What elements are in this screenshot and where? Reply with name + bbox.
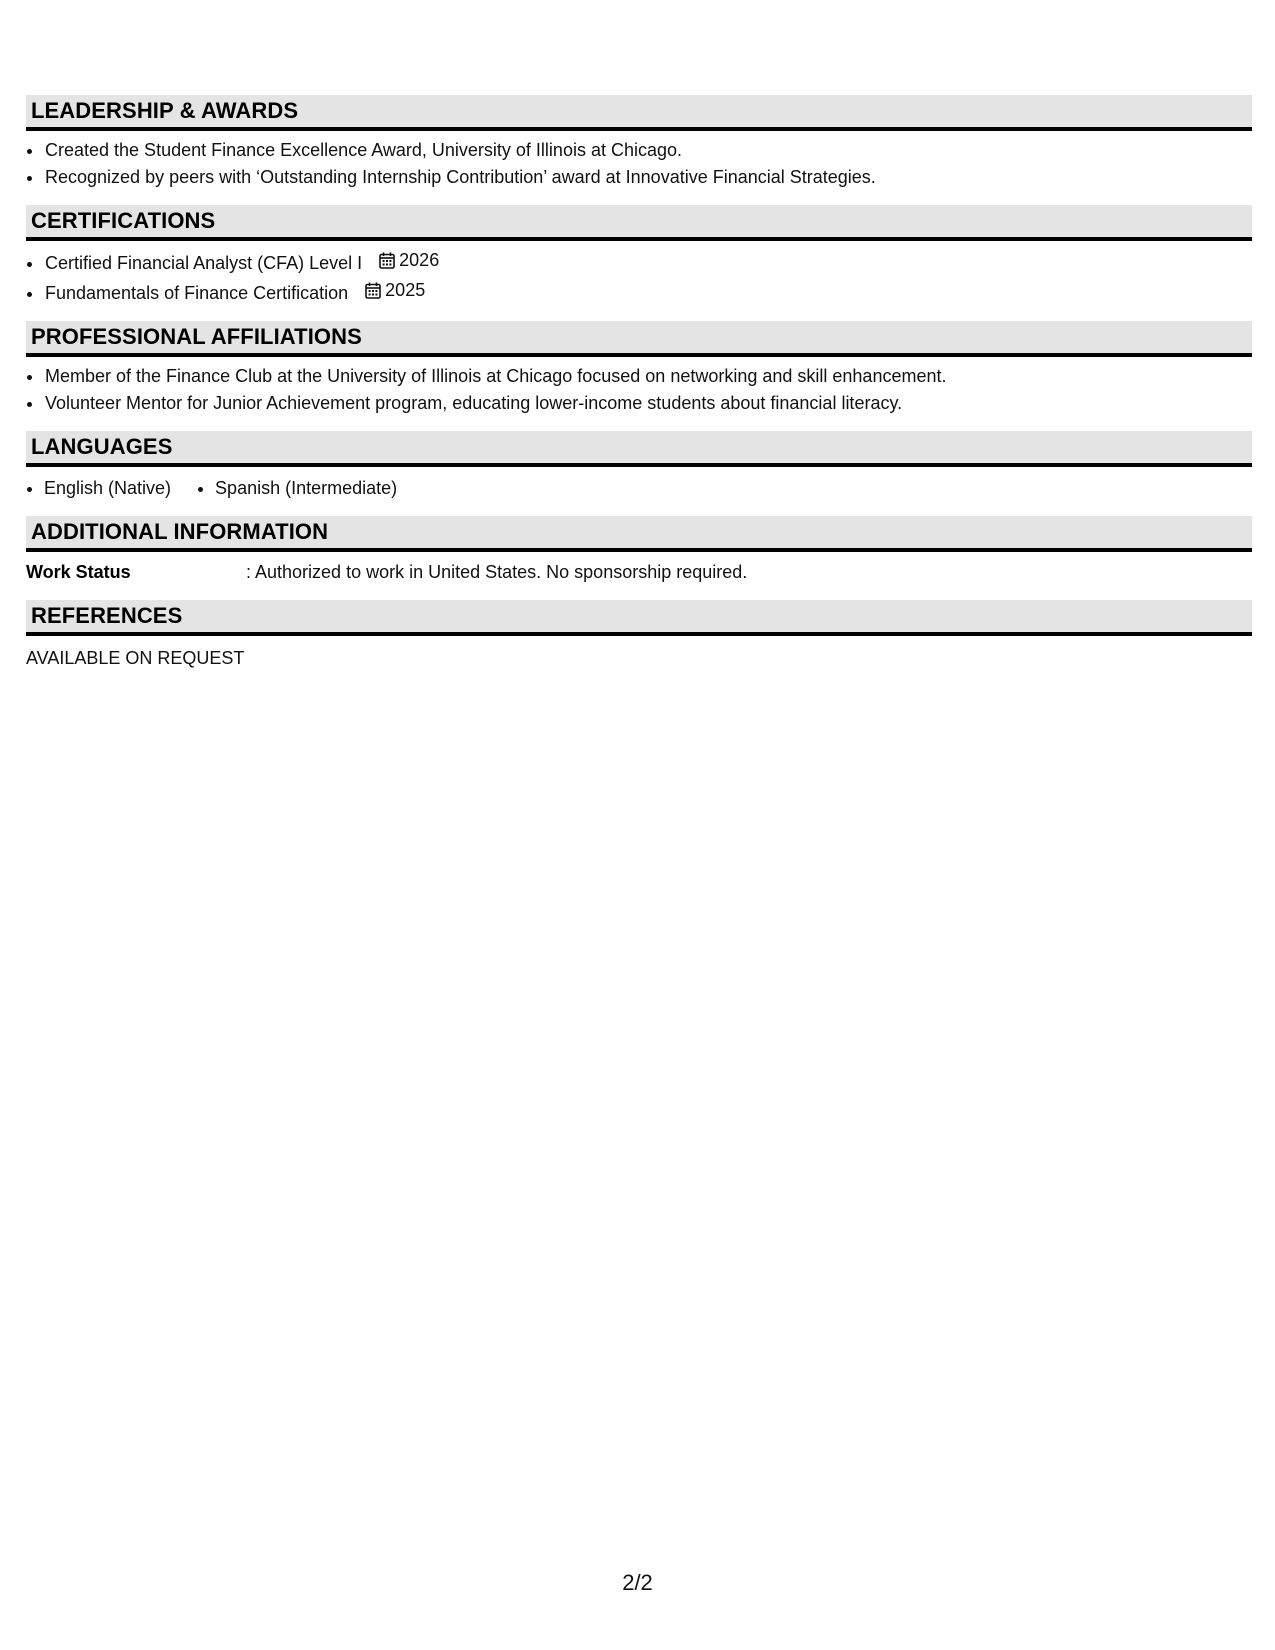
calendar-icon bbox=[365, 282, 381, 299]
section-title-affiliations: PROFESSIONAL AFFILIATIONS bbox=[26, 321, 1252, 357]
work-status-value: : Authorized to work in United States. No sponsorship required. bbox=[246, 562, 748, 582]
list-item: • Recognized by peers with ‘Outstanding Internship Contribution’ award at Innovative Financial Strategies. bbox=[44, 164, 1252, 191]
work-status-row bbox=[26, 559, 1252, 586]
list-item: • Created the Student Finance Excellence Award, University of Illinois at Chicago. bbox=[44, 137, 1252, 164]
certifications-list bbox=[26, 247, 1252, 307]
resume-page bbox=[26, 95, 1252, 686]
affiliations-section bbox=[26, 321, 1252, 417]
calendar-icon bbox=[379, 252, 395, 269]
section-title-additional: ADDITIONAL INFORMATION bbox=[26, 516, 1252, 552]
list-item bbox=[44, 247, 1252, 277]
languages-section bbox=[26, 431, 1252, 502]
list-item bbox=[44, 277, 1252, 307]
certification-year: 2026 bbox=[399, 250, 440, 270]
section-title-references: REFERENCES bbox=[26, 600, 1252, 636]
list-item: • Member of the Finance Club at the University of Illinois at Chicago focused on networking and skill enhancement. bbox=[44, 363, 1252, 390]
certification-date bbox=[379, 247, 439, 274]
list-item: • Volunteer Mentor for Junior Achievement program, educating lower-income students about financial literacy. bbox=[44, 390, 1252, 417]
references-text: AVAILABLE ON REQUEST bbox=[26, 648, 245, 668]
section-title-languages: LANGUAGES bbox=[26, 431, 1252, 467]
affiliations-list bbox=[26, 363, 1252, 417]
references-section bbox=[26, 600, 1252, 672]
list-item: • Spanish (Intermediate) bbox=[215, 475, 397, 502]
list-item: • English (Native) bbox=[44, 475, 171, 502]
certification-name: Certified Financial Analyst (CFA) Level I bbox=[45, 253, 363, 273]
certifications-section bbox=[26, 205, 1252, 307]
languages-list bbox=[26, 475, 1252, 502]
certification-name: Fundamentals of Finance Certification bbox=[45, 283, 349, 303]
certification-year: 2025 bbox=[385, 280, 426, 300]
page-number: 2/2 bbox=[622, 1570, 653, 1595]
certification-date bbox=[365, 277, 425, 304]
section-title-certifications: CERTIFICATIONS bbox=[26, 205, 1252, 241]
leadership-section bbox=[26, 95, 1252, 191]
work-status-label: Work Status bbox=[26, 562, 131, 582]
additional-info-section bbox=[26, 516, 1252, 586]
leadership-list bbox=[26, 137, 1252, 191]
section-title-leadership: LEADERSHIP & AWARDS bbox=[26, 95, 1252, 131]
